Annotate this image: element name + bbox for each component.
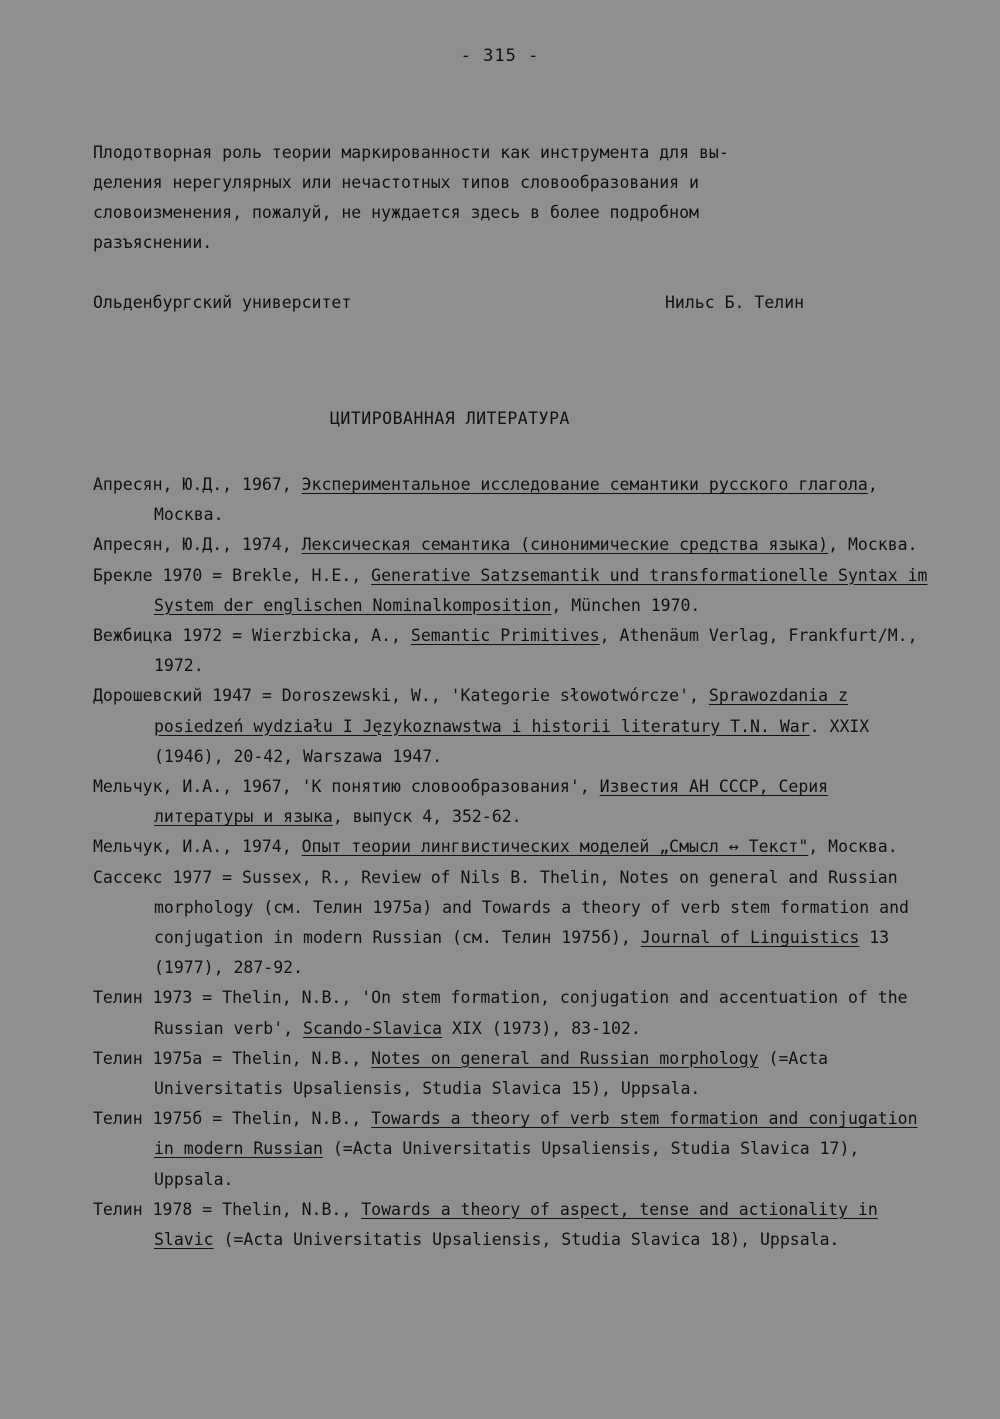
ref-details: , Athenäum Verlag, Frankfurt/M., 1972. <box>154 626 918 676</box>
reference-entry <box>93 772 933 832</box>
reference-entry <box>93 1195 933 1255</box>
ref-author: Сассекс 1977 = Sussex, R., Review of Nils B. Thelin, Notes on general and Russian morphology (см. Телин 1975a) and Towards a theory of verb stem formation and conjugation in modern Russian (см. Телин 1975б), <box>93 867 909 948</box>
reference-entry <box>93 530 933 560</box>
ref-title: Scando-Slavica <box>303 1018 443 1038</box>
bibliography-list <box>93 470 933 1255</box>
ref-title: Generative Satzsemantik und transformationelle Syntax im System der englischen Nominalkomposition <box>154 565 928 615</box>
reference-entry <box>93 681 933 772</box>
ref-title: Лексическая семантика (синонимические средства языка) <box>301 535 829 555</box>
author-name: Нильс Б. Телин <box>665 293 805 312</box>
reference-entry <box>93 1044 933 1104</box>
ref-author: Телин 1975б = Thelin, N.B., <box>93 1109 372 1129</box>
reference-entry <box>93 863 933 984</box>
ref-author: Брекле 1970 = Brekle, H.E., <box>93 565 372 585</box>
intro-paragraph <box>93 138 893 258</box>
reference-entry <box>93 621 933 681</box>
ref-title: Towards a theory of verb stem formation and conjugation in modern Russian <box>154 1109 918 1159</box>
ref-details: , Москва. <box>154 475 878 525</box>
ref-author: Мельчук, И.А., 1974, <box>93 837 302 857</box>
ref-author: Мельчук, И.А., 1967, 'К понятию словообразования', <box>93 777 600 797</box>
ref-title: Towards a theory of aspect, tense and actionality in Slavic <box>154 1199 878 1250</box>
ref-details: (=Acta Universitatis Upsaliensis, Studia Slavica 18), Uppsala. <box>213 1230 840 1250</box>
ref-details: 13 (1977), 287-92. <box>154 928 890 978</box>
reference-entry <box>93 561 933 621</box>
ref-details: (=Acta Universitatis Upsaliensis, Studia Slavica 15), Uppsala. <box>154 1048 829 1099</box>
ref-author: Телин 1973 = Thelin, N.B., 'On stem formation, conjugation and accentuation of the Russian verb', <box>93 988 908 1038</box>
affiliation: Ольденбургский университет <box>93 293 352 312</box>
ref-details: , Москва. <box>828 535 918 555</box>
ref-details: XIX (1973), 83-102. <box>442 1018 641 1038</box>
intro-line: Плодотворная роль теории маркированности как инструмента для вы- <box>93 143 729 162</box>
ref-title: Semantic Primitives <box>410 626 600 646</box>
ref-author: Телин 1978 = Thelin, N.B., <box>93 1199 362 1219</box>
reference-entry <box>93 983 933 1043</box>
reference-entry <box>93 1104 933 1195</box>
ref-title: Journal of Linguistics <box>640 928 860 948</box>
ref-author: Вежбицка 1972 = Wierzbicka, A., <box>93 626 411 646</box>
reference-entry <box>93 470 933 530</box>
ref-title: Экспериментальное исследование семантики русского глагола <box>301 475 868 494</box>
ref-title: Опыт теории лингвистических моделей „Смысл ↔ Текст" <box>301 837 809 857</box>
bibliography-heading: ЦИТИРОВАННАЯ ЛИТЕРАТУРА <box>330 409 570 428</box>
ref-details: , Москва. <box>808 837 898 857</box>
ref-details: , выпуск 4, 352-62. <box>332 807 522 827</box>
intro-line: деления нерегулярных или нечастотных типов словообразования и <box>93 173 699 192</box>
ref-author: Телин 1975a = Thelin, N.B., <box>93 1048 372 1068</box>
ref-title: Sprawozdania z posiedzeń wydziału I Językoznawstwa i historii literatury T.N. War <box>154 686 848 736</box>
intro-line: словоизменения, пожалуй, не нуждается здесь в более подробном <box>93 203 699 222</box>
intro-line: разъяснении. <box>93 233 213 252</box>
ref-details: , München 1970. <box>551 595 701 615</box>
ref-author: Дорошевский 1947 = Doroszewski, W., 'Kategorie słowotwórcze', <box>93 686 709 706</box>
ref-details: . XXIX (1946), 20-42, Warszawa 1947. <box>154 716 870 766</box>
ref-title: Известия АН СССР, Серия литературы и языка <box>154 777 829 827</box>
ref-author: Апресян, Ю.Д., 1974, <box>93 535 302 555</box>
ref-details: (=Acta Universitatis Upsaliensis, Studia Slavica 17), Uppsala. <box>154 1139 860 1189</box>
ref-title: Notes on general and Russian morphology <box>371 1048 759 1068</box>
page-number: - 315 - <box>460 46 540 66</box>
ref-author: Апресян, Ю.Д., 1967, <box>93 475 302 494</box>
reference-entry <box>93 832 933 862</box>
